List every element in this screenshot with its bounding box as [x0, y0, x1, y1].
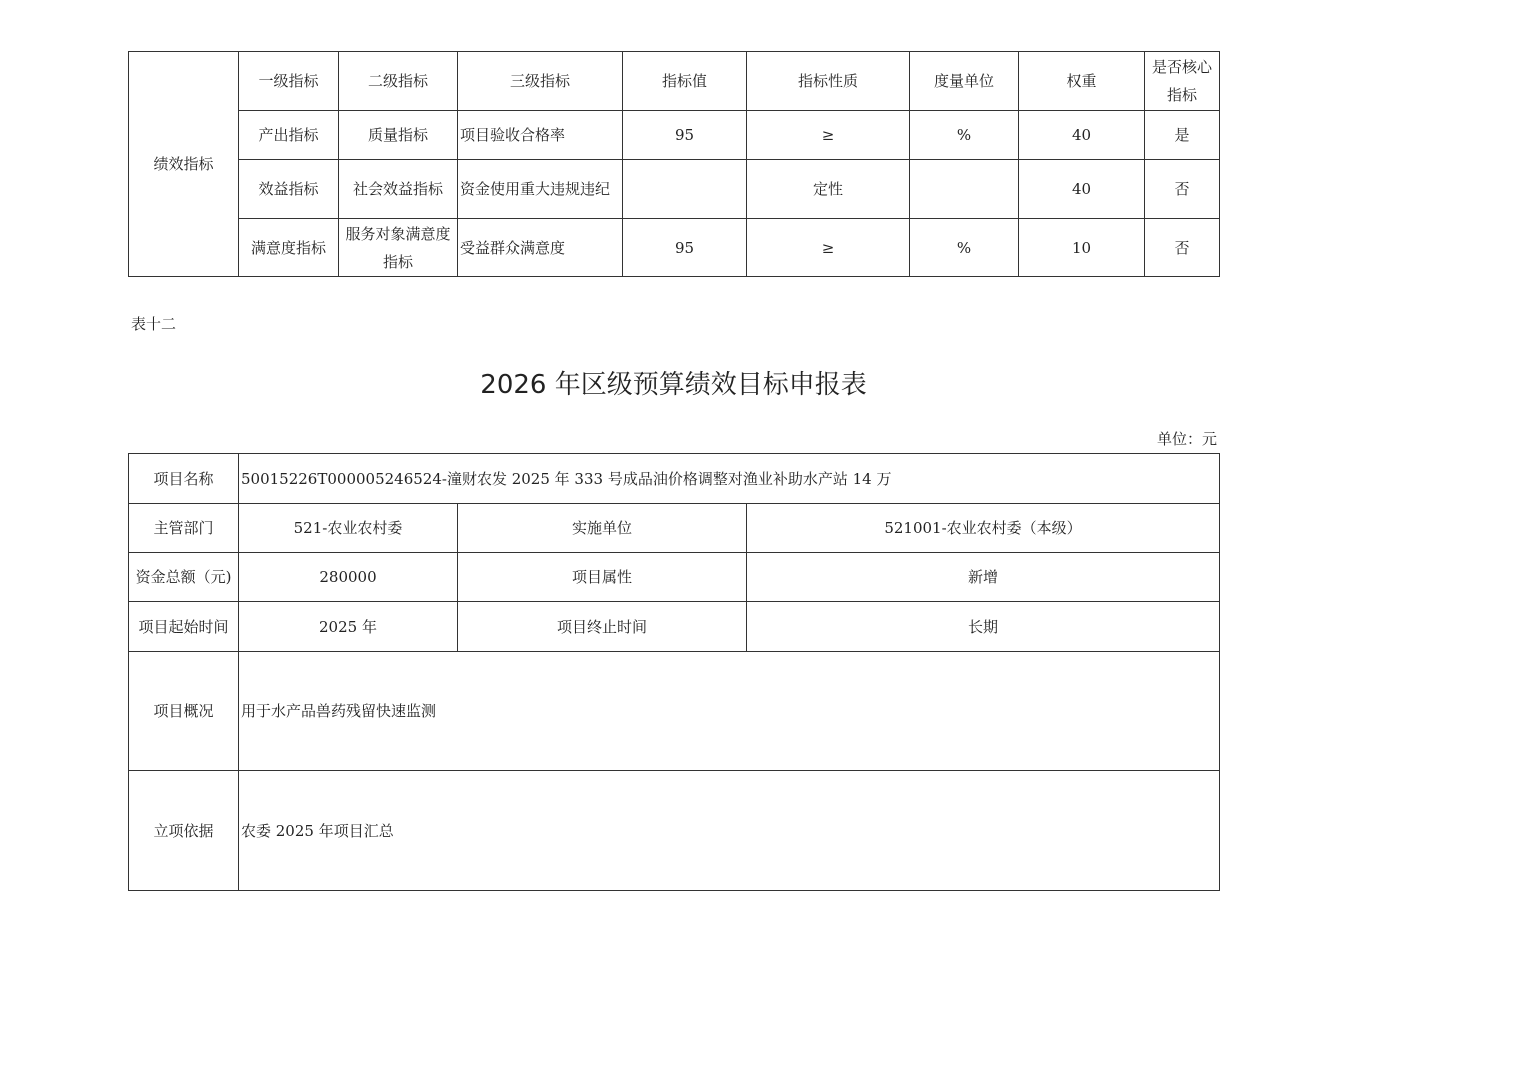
- cell-nature: 定性: [747, 160, 910, 219]
- cell-weight: 10: [1019, 219, 1145, 277]
- cell-core: 是: [1145, 111, 1220, 160]
- perf-section-label: 绩效指标: [129, 52, 239, 277]
- funds-value: 280000: [239, 553, 458, 602]
- header-weight: 权重: [1019, 52, 1145, 111]
- table-row: [129, 111, 1220, 160]
- header-level2: 二级指标: [339, 52, 458, 111]
- header-level3: 三级指标: [458, 52, 623, 111]
- table-row: [129, 160, 1220, 219]
- cell-level3: 项目验收合格率: [458, 111, 623, 160]
- header-core: 是否核心指标: [1145, 52, 1220, 111]
- performance-indicator-table: [128, 51, 1220, 277]
- cell-unit: %: [910, 111, 1019, 160]
- cell-level3: 资金使用重大违规违纪: [458, 160, 623, 219]
- cell-core: 否: [1145, 160, 1220, 219]
- cell-level1: 效益指标: [239, 160, 339, 219]
- end-value: 长期: [747, 602, 1220, 652]
- cell-level2: 服务对象满意度指标: [339, 219, 458, 277]
- table-row: [129, 602, 1220, 652]
- table-row: [129, 553, 1220, 602]
- attr-value: 新增: [747, 553, 1220, 602]
- basis-label: 立项依据: [129, 771, 239, 891]
- cell-level2: 社会效益指标: [339, 160, 458, 219]
- start-label: 项目起始时间: [129, 602, 239, 652]
- cell-nature: ≥: [747, 219, 910, 277]
- overview-label: 项目概况: [129, 652, 239, 771]
- table-row: [129, 504, 1220, 553]
- cell-core: 否: [1145, 219, 1220, 277]
- unit-note: 单位：元: [1156, 430, 1217, 448]
- basis-value: 农委 2025 年项目汇总: [239, 771, 1220, 891]
- cell-unit: [910, 160, 1019, 219]
- header-unit: 度量单位: [910, 52, 1019, 111]
- header-level1: 一级指标: [239, 52, 339, 111]
- start-value: 2025 年: [239, 602, 458, 652]
- cell-level2: 质量指标: [339, 111, 458, 160]
- cell-value: 95: [623, 219, 747, 277]
- cell-unit: %: [910, 219, 1019, 277]
- table-row: [129, 454, 1220, 504]
- attr-label: 项目属性: [458, 553, 747, 602]
- cell-level1: 满意度指标: [239, 219, 339, 277]
- cell-value: [623, 160, 747, 219]
- cell-level3: 受益群众满意度: [458, 219, 623, 277]
- dept-value: 521-农业农村委: [239, 504, 458, 553]
- funds-label: 资金总额（元): [129, 553, 239, 602]
- dept-label: 主管部门: [129, 504, 239, 553]
- overview-value: 用于水产品兽药残留快速监测: [239, 652, 1220, 771]
- cell-nature: ≥: [747, 111, 910, 160]
- table-row: [129, 652, 1220, 771]
- budget-application-table: [128, 453, 1220, 891]
- header-value: 指标值: [623, 52, 747, 111]
- perf-header-row: [129, 52, 1220, 111]
- table-number-label: 表十二: [131, 315, 177, 333]
- table-row: [129, 219, 1220, 277]
- page-title: 2026 年区级预算绩效目标申报表: [480, 370, 867, 400]
- impl-value: 521001-农业农村委（本级）: [747, 504, 1220, 553]
- header-nature: 指标性质: [747, 52, 910, 111]
- cell-weight: 40: [1019, 111, 1145, 160]
- end-label: 项目终止时间: [458, 602, 747, 652]
- cell-weight: 40: [1019, 160, 1145, 219]
- cell-value: 95: [623, 111, 747, 160]
- impl-label: 实施单位: [458, 504, 747, 553]
- cell-level1: 产出指标: [239, 111, 339, 160]
- project-name-label: 项目名称: [129, 454, 239, 504]
- project-name-value: 50015226T000005246524-潼财农发 2025 年 333 号成品油价格调整对渔业补助水产站 14 万: [239, 454, 1220, 504]
- table-row: [129, 771, 1220, 891]
